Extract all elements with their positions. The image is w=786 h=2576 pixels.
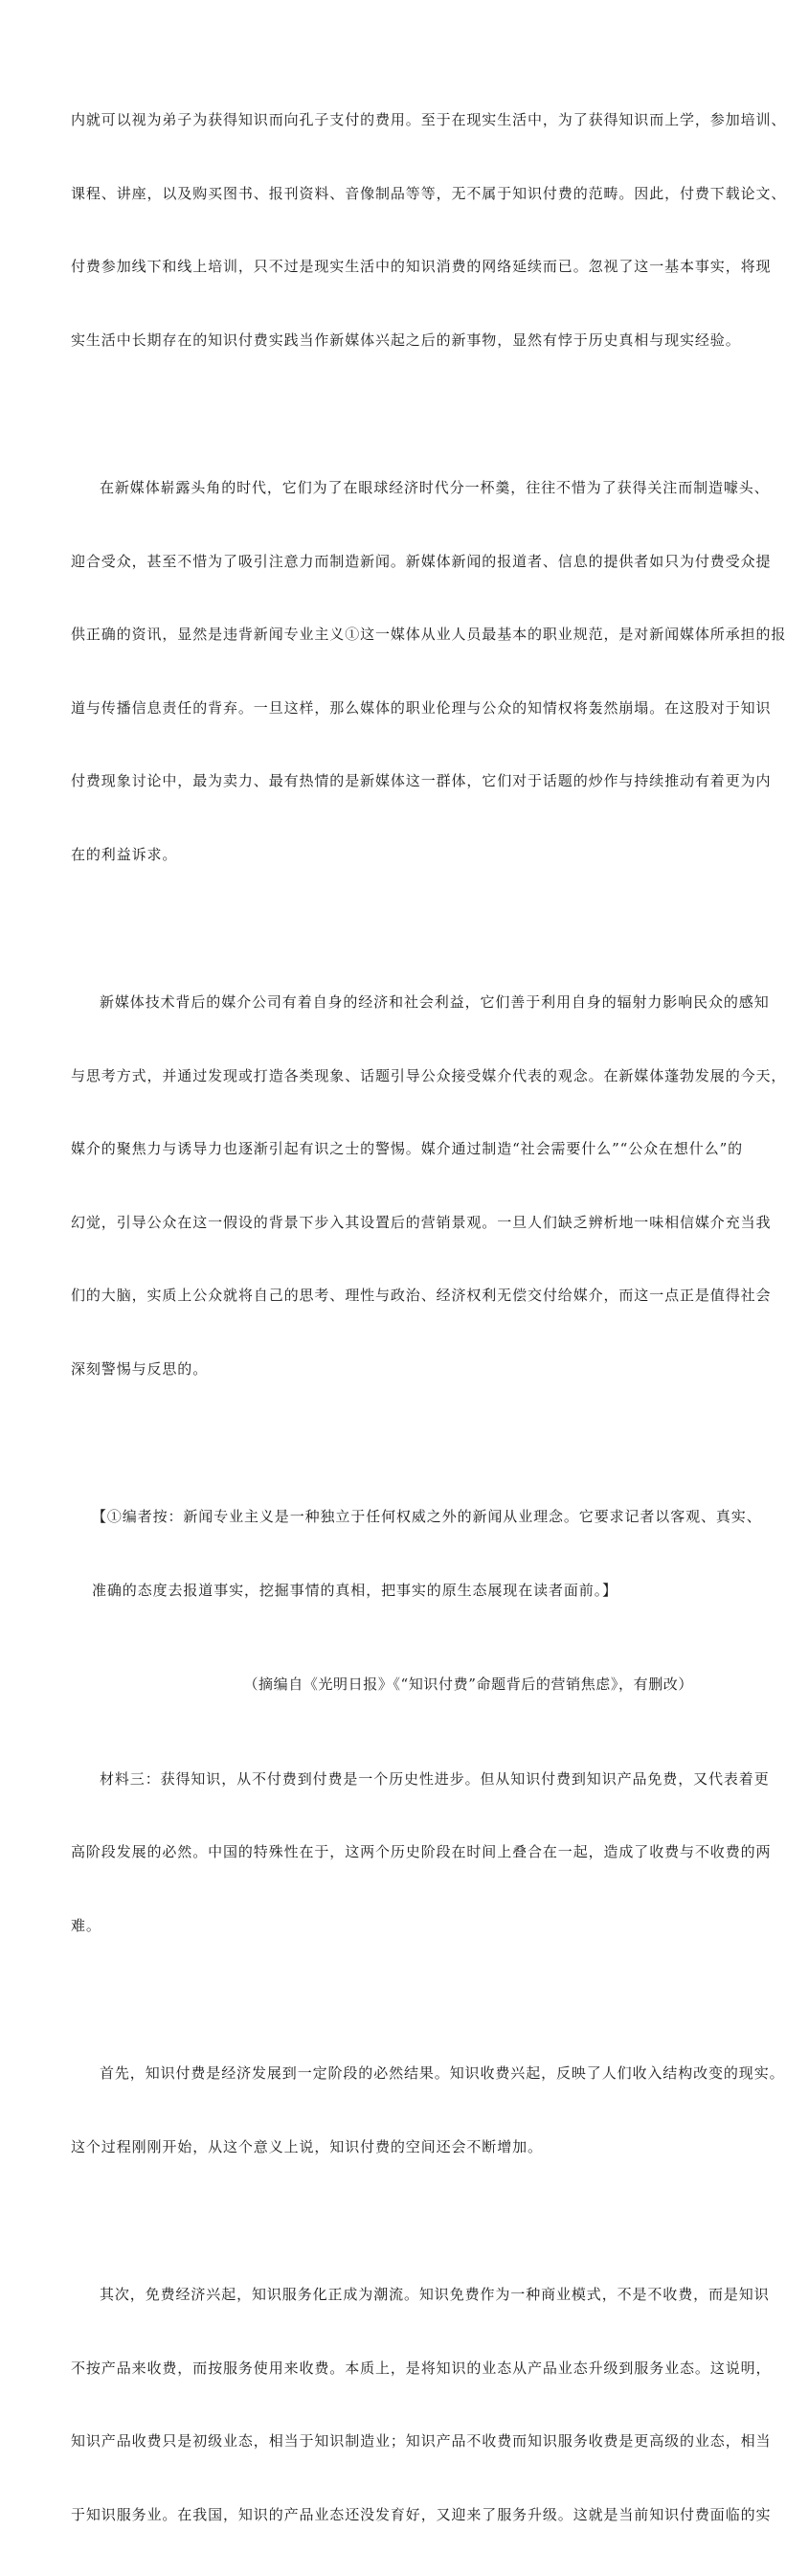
text-line: 付费参加线下和线上培训，只不过是现实生活中的知识消费的网络延续而已。忽视了这一基本事实，将现: [71, 258, 772, 275]
text-line: 难。: [71, 1916, 101, 1934]
source-citation: （摘编自《光明日报》《“知识付费”命题背后的营销焦虑》，有删改）: [243, 1676, 693, 1693]
paragraph-gap: [71, 401, 693, 427]
text-line: 实生活中长期存在的知识付费实践当作新媒体兴起之后的新事物，显然有悖于历史真相与现实经验。: [71, 331, 741, 349]
text-line: 在的利益诉求。: [71, 845, 178, 863]
paragraph-gap: [71, 1987, 693, 2013]
paragraph-media-companies: [71, 942, 786, 1430]
paragraph-continuation: [71, 59, 786, 401]
text-line: 课程、讲座，以及购买图书、报刊资料、音像制品等等，无不属于知识付费的范畴。因此，付费下载论文、: [71, 184, 786, 202]
text-line: 迎合受众，甚至不惜为了吸引注意力而制造新闻。新媒体新闻的报道者、信息的提供者如只为付费受众提: [71, 552, 772, 570]
paragraph-gap: [71, 1652, 693, 1673]
paragraph-new-media-era: [71, 427, 786, 916]
editor-note: [71, 1456, 762, 1652]
text-line: 幻觉，引导公众在这一假设的背景下步入其设置后的营销景观。一旦人们缺乏辨析地一味相信媒介充当我: [71, 1213, 772, 1231]
paragraph-gap: [71, 916, 693, 942]
paragraph-material3-intro: [71, 1719, 772, 1988]
paragraph-second: [71, 2234, 772, 2576]
text-line: 【①编者按：新闻专业主义是一种独立于任何权威之外的新闻从业理念。它要求记者以客观、真实、: [92, 1508, 762, 1525]
text-line: 供正确的资讯，显然是违背新闻专业主义①这一媒体从业人员最基本的职业规范，是对新闻媒体所承担的报: [71, 626, 786, 643]
text-line: 内就可以视为弟子为获得知识而向孔子支付的费用。至于在现实生活中，为了获得知识而上学，参加培训、: [71, 111, 786, 128]
text-line: 付费现象讨论中，最为卖力、最有热情的是新媒体这一群体，它们对于话题的炒作与持续推动有着更为内: [71, 772, 772, 789]
text-line: 与思考方式，并通过发现或打造各类现象、话题引导公众接受媒介代表的观念。在新媒体蓬勃发展的今天，: [71, 1066, 786, 1084]
text-line: 媒介的聚焦力与诱导力也逐渐引起有识之士的警惕。媒介通过制造“社会需要什么”“公众在想什么”的: [71, 1140, 744, 1157]
text-line: 其次，免费经济兴起，知识服务化正成为潮流。知识免费作为一种商业模式，不是不收费，而是知识: [100, 2286, 770, 2303]
text-line: 不按产品来收费，而按服务使用来收费。本质上，是将知识的业态从产品业态升级到服务业态。这说明，: [71, 2359, 772, 2377]
text-line: 高阶段发展的必然。中国的特殊性在于，这两个历史阶段在时间上叠合在一起，造成了收费与不收费的两: [71, 1843, 772, 1860]
text-line: 这个过程刚刚开始，从这个意义上说，知识付费的空间还会不断增加。: [71, 2137, 543, 2155]
paragraph-gap: [71, 1430, 693, 1456]
text-line: 道与传播信息责任的背弃。一旦这样，那么媒体的职业伦理与公众的知情权将轰然崩塌。在这股对于知识: [71, 698, 772, 717]
paragraph-gap: [71, 2208, 693, 2234]
text-line: 知识产品收费只是初级业态，相当于知识制造业；知识产品不收费而知识服务收费是更高级的业态，相当: [71, 2432, 772, 2450]
text-line: 在新媒体崭露头角的时代，它们为了在眼球经济时代分一杯羹，往往不惜为了获得关注而制造噱头、: [100, 479, 770, 496]
paragraph-first: [71, 2013, 785, 2208]
document-page: [71, 59, 786, 2576]
text-line: 新媒体技术背后的媒介公司有着自身的经济和社会利益，它们善于利用自身的辐射力影响民众的感知: [100, 993, 770, 1011]
text-line: 首先，知识付费是经济发展到一定阶段的必然结果。知识收费兴起，反映了人们收入结构改变的现实。: [100, 2064, 785, 2082]
text-line: 们的大脑，实质上公众就将自己的思考、理性与政治、经济权利无偿交付给媒介，而这一点正是值得社会: [71, 1287, 772, 1304]
paragraph-gap: [71, 1698, 693, 1719]
text-line: 于知识服务业。在我国，知识的产品业态还没发育好，又迎来了服务升级。这就是当前知识付费面临的实: [71, 2505, 772, 2523]
text-line: 准确的态度去报道事实，挖掘事情的真相，把事实的原生态展现在读者面前。】: [92, 1581, 618, 1599]
text-line: 深刻警惕与反思的。: [71, 1359, 209, 1378]
text-line: 材料三：获得知识，从不付费到付费是一个历史性进步。但从知识付费到知识产品免费，又代表着更: [100, 1769, 770, 1788]
